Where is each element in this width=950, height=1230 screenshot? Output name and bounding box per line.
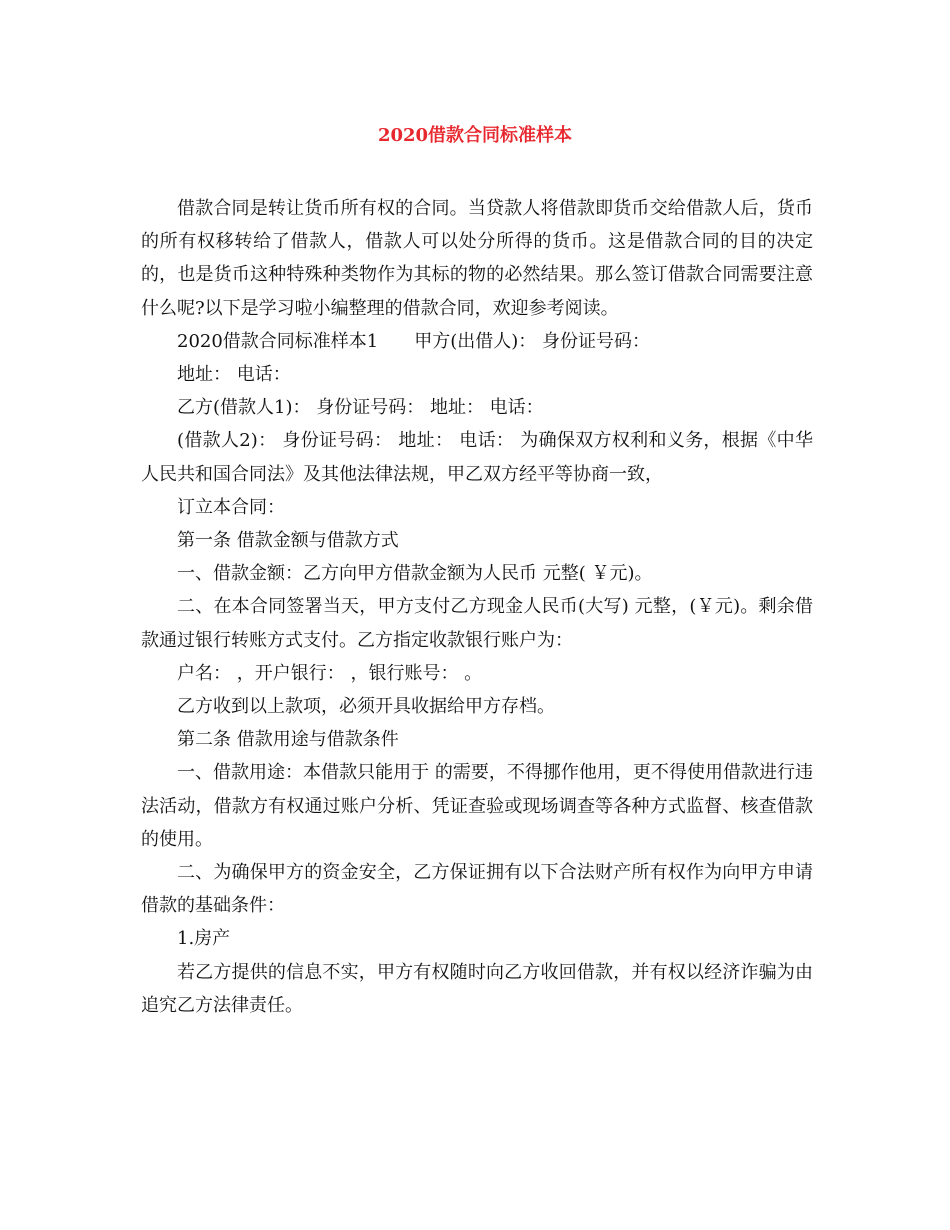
false-info-clause: 若乙方提供的信息不实，甲方有权随时向乙方收回借款，并有权以经济诈骗为由追究乙方法律责任。 <box>141 961 813 1016</box>
party-a-line: 甲方(出借人)： 身份证号码： <box>414 330 651 352</box>
article-1-clause-1: 一、借款金额：乙方向甲方借款金额为人民币 元整( ￥元)。 <box>177 563 653 585</box>
article-1-heading: 第一条 借款金额与借款方式 <box>177 530 399 552</box>
sample-heading-line <box>141 325 813 358</box>
property-item: 1.房产 <box>177 928 231 950</box>
bank-account-line: 户名： ，开户银行： ，银行账号： 。 <box>177 662 483 684</box>
receipt-line: 乙方收到以上款项，必须开具收据给甲方存档。 <box>177 696 555 718</box>
address-phone-line: 地址： 电话： <box>177 364 291 386</box>
article-1-clause-2: 二、在本合同签署当天，甲方支付乙方现金人民币(大写) 元整，(￥元)。剩余借款通过银行转账方式支付。乙方指定收款银行账户为： <box>141 596 813 651</box>
document-body <box>141 192 813 1022</box>
article-2-clause-1: 一、借款用途：本借款只能用于 的需要，不得挪作他用，更不得使用借款进行违法活动，借款方有权通过账户分析、凭证查验或现场调查等各种方式监督、核查借款的使用。 <box>141 762 813 850</box>
intro-paragraph: 借款合同是转让货币所有权的合同。当贷款人将借款即货币交给借款人后，货币的所有权移转给了借款人，借款人可以处分所得的货币。这是借款合同的目的决定的，也是货币这种特殊种类物作为其标的物的必然结果。那么签订借款合同需要注意什么呢?以下是学习啦小编整理的借款合同，欢迎参考阅读。 <box>141 198 813 319</box>
party-b-borrower-1: 乙方(借款人1)： 身份证号码： 地址： 电话： <box>177 397 544 419</box>
document-title: 2020借款合同标准样本 <box>377 125 573 146</box>
sample-label: 2020借款合同标准样本1 <box>177 330 379 352</box>
article-2-clause-2: 二、为确保甲方的资金安全，乙方保证拥有以下合法财产所有权作为向甲方申请借款的基础条件： <box>141 862 813 917</box>
article-2-heading: 第二条 借款用途与借款条件 <box>177 729 399 751</box>
contract-establish-line: 订立本合同： <box>177 496 285 518</box>
party-b-borrower-2: (借款人2)： 身份证号码： 地址： 电话： 为确保双方权利和义务，根据《中华人民共和国合同法》及其他法律法规，甲乙双方经平等协商一致， <box>141 430 813 485</box>
